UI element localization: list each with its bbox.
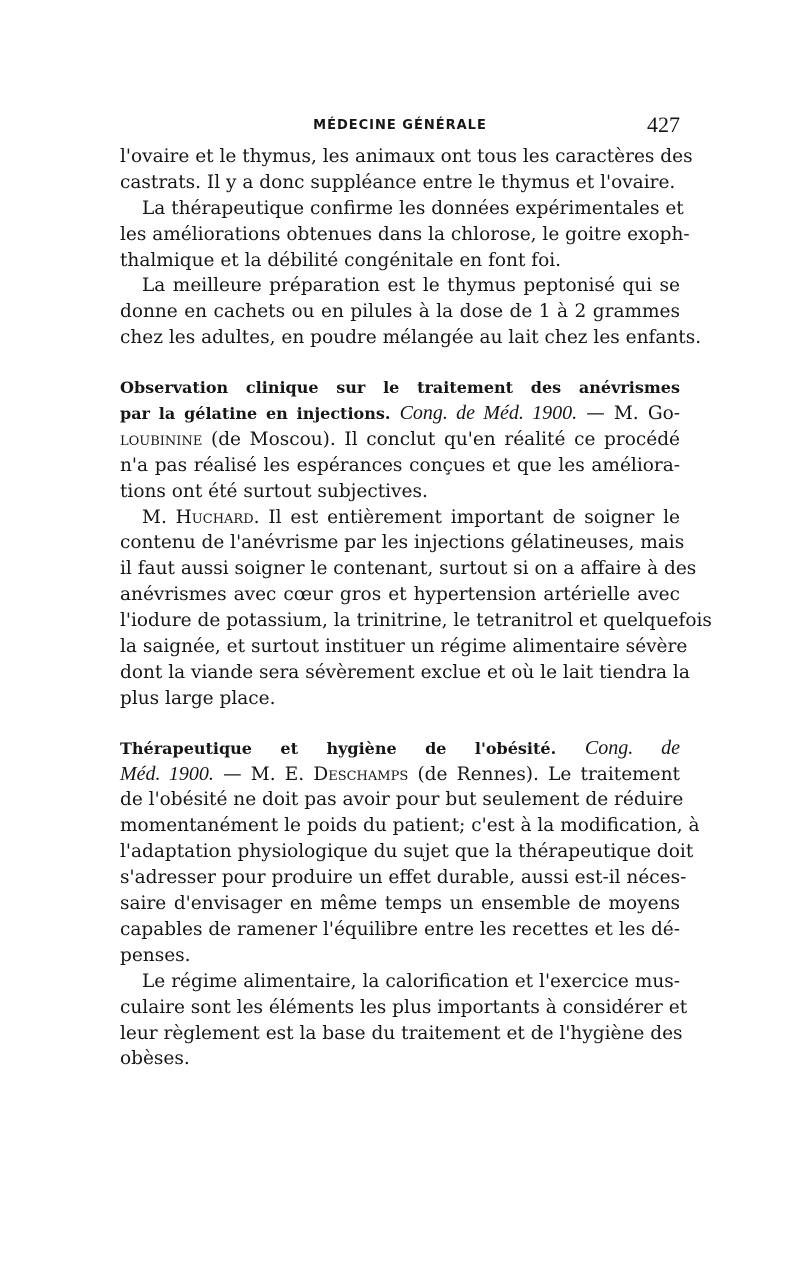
text-line: tions ont été surtout subjectives. [120, 480, 428, 502]
text-line: de l'obésité ne doit pas avoir pour but seulement de réduire [120, 789, 684, 811]
section-title [120, 375, 680, 401]
source-citation: Cong. de [584, 736, 680, 759]
text-line: les améliorations obtenues dans la chlorose, le goitre exoph- [120, 223, 690, 245]
text-line: s'adresser pour produire un effet durable, aussi est-il néces- [120, 867, 687, 889]
source-citation: Méd. 1900. [120, 762, 214, 785]
book-page [120, 112, 712, 1072]
author-name: Deschamps [313, 763, 409, 785]
text-line: plus large place. [120, 687, 276, 709]
text-line: anévrismes avec cœur gros et hypertension artérielle avec [120, 584, 680, 606]
text-line: n'a pas réalisé les espérances conçues et que les améliora- [120, 454, 680, 476]
text-line: chez les adultes, en poudre mélangée au lait chez les enfants. [120, 327, 702, 349]
text-line: Le régime alimentaire, la calorification et l'exercice mus- [142, 970, 680, 992]
text-line: thalmique et la débilité congénitale en font foi. [120, 249, 562, 271]
text-line: La thérapeutique confirme les données expérimentales et [142, 197, 684, 219]
text-line: capables de ramener l'équilibre entre les recettes et les dé- [120, 918, 680, 940]
text-line: leur règlement est la base du traitement et de l'hygiène des [120, 1022, 683, 1044]
text-line: castrats. Il y a donc suppléance entre le thymus et l'ovaire. [120, 171, 676, 193]
author-name: Huchard. [175, 506, 260, 528]
text-line: obèses. [120, 1048, 190, 1070]
text-line: l'iodure de potassium, la trinitrine, le tetranitrol et quelquefois [120, 610, 712, 632]
text-line: penses. [120, 944, 191, 966]
text-line: La meilleure préparation est le thymus peptonisé qui se [142, 275, 680, 297]
text-line: la saignée, et surtout instituer un régime alimentaire sévère [120, 636, 688, 658]
text-line [120, 762, 680, 788]
text-line: culaire sont les éléments les plus importants à considérer et [120, 996, 688, 1018]
text-line: l'ovaire et le thymus, les animaux ont tous les caractères des [120, 146, 693, 167]
text-line: momentanément le poids du patient; c'est à la modification, à [120, 815, 700, 837]
section-gap [120, 712, 680, 736]
paragraph-thymus [120, 144, 702, 351]
page-number: 427 [647, 112, 680, 137]
text-fragment: Il est entièrement important de soigner le [268, 506, 680, 528]
section-title-bold: Observation clinique sur le traitement des anévrismes [120, 378, 680, 398]
running-head: MÉDECINE GÉNÉRALE [313, 118, 487, 133]
text-fragment: (de Moscou). Il conclut qu'en réalité ce procédé [210, 428, 680, 450]
text-line: saire d'envisager en même temps un ensemble de moyens [120, 893, 680, 915]
text-line [120, 505, 680, 531]
text-line: il faut aussi soigner le contenant, surtout si on a affaire à des [120, 558, 697, 580]
text-line: donne en cachets ou en pilules à la dose de 1 à 2 grammes [120, 301, 680, 323]
section-title-bold: Thérapeutique et hygiène de l'obésité. [120, 738, 557, 758]
section-title [120, 736, 680, 762]
text-fragment: — M. E. [223, 763, 305, 785]
page-header [120, 112, 680, 144]
text-line: l'adaptation physiologique du sujet que la thérapeutique doit [120, 841, 694, 863]
author-name: loubinine [120, 428, 203, 450]
text-fragment: M. [142, 506, 167, 528]
source-citation: Cong. de Méd. 1900. [399, 402, 578, 425]
text-line: dont la viande sera sévèrement exclue et où le lait tiendra la [120, 661, 690, 683]
section-obesity [120, 736, 700, 1073]
text-line [120, 427, 680, 453]
text-line: contenu de l'anévrisme par les injections gélatineuses, mais [120, 532, 685, 554]
text-fragment: (de Rennes). Le traitement [417, 763, 680, 785]
text-line [120, 401, 680, 427]
author-intro: — M. Go- [586, 403, 680, 425]
section-title-bold: par la gélatine en injections. [120, 404, 391, 424]
section-gap [120, 351, 680, 375]
section-aneurysm [120, 375, 712, 712]
